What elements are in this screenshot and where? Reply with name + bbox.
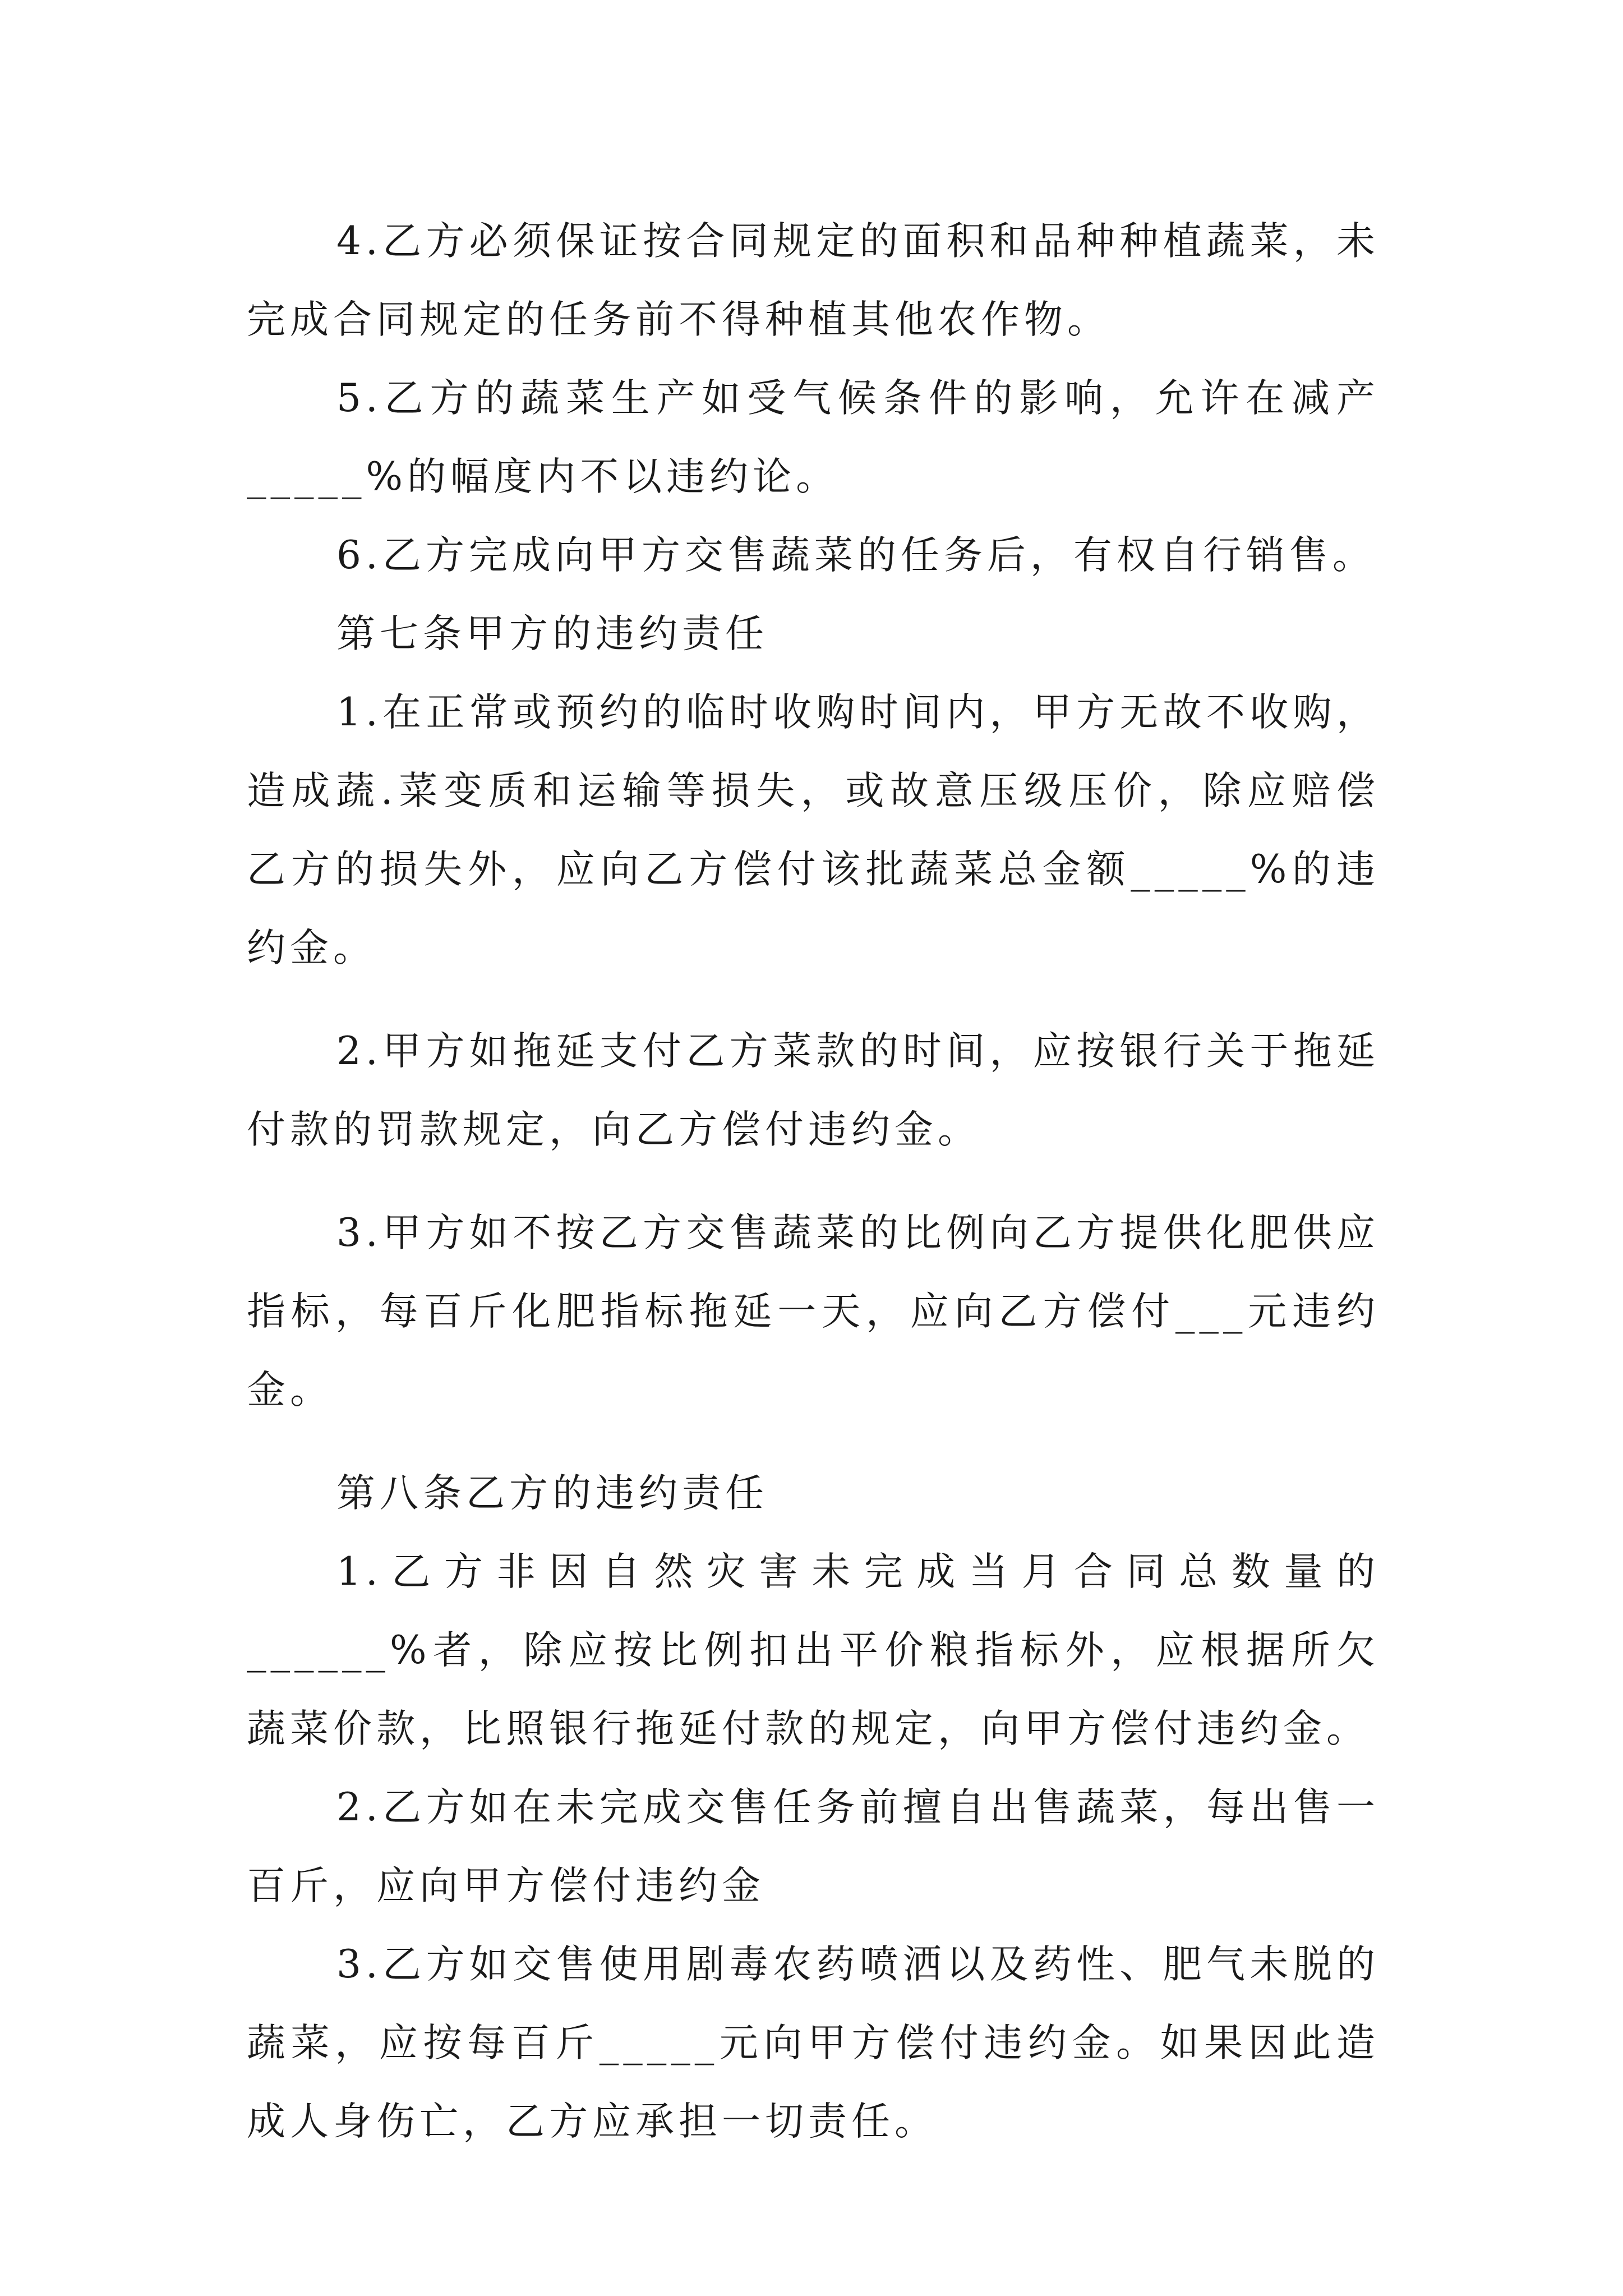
article-8-heading: 第八条乙方的违约责任 (336, 1471, 768, 1516)
article-7-item-1: 1.在正常或预约的临时收购时间内，甲方无故不收购，造成蔬.菜变质和运输等损失，或故意压级压价，除应赔偿乙方的损失外，应向乙方偿付该批蔬菜总金额_____%的违约金。 (247, 690, 1380, 970)
article-7-item-2: 2.甲方如拖延支付乙方菜款的时间，应按银行关于拖延付款的罚款规定，向乙方偿付违约金。 (247, 1029, 1380, 1152)
clause-6-item-5: 5.乙方的蔬菜生产如受气候条件的影响，允许在减产_____%的幅度内不以违约论。 (247, 376, 1380, 499)
clause-6-item-4: 4.乙方必须保证按合同规定的面积和品种种植蔬菜，未完成合同规定的任务前不得种植其他农作物。 (247, 219, 1380, 342)
article-7-heading: 第七条甲方的违约责任 (336, 611, 768, 656)
article-7-item-3: 3.甲方如不按乙方交售蔬菜的比例向乙方提供化肥供应指标，每百斤化肥指标拖延一天，应向乙方偿付___元违约金。 (247, 1211, 1380, 1412)
article-8-item-1: 1.乙方非因自然灾害未完成当月合同总数量的______%者，除应按比例扣出平价粮指标外，应根据所欠蔬菜价款，比照银行拖延付款的规定，向甲方偿付违约金。 (247, 1549, 1380, 1751)
article-8-item-2: 2.乙方如在未完成交售任务前擅自出售蔬菜，每出售一百斤，应向甲方偿付违约金 (247, 1785, 1380, 1908)
clause-6-item-6: 6.乙方完成向甲方交售蔬菜的任务后，有权自行销售。 (336, 533, 1376, 578)
article-8-item-3: 3.乙方如交售使用剧毒农药喷洒以及药性、肥气未脱的蔬菜，应按每百斤_____元向甲方偿付违约金。如果因此造成人身伤亡，乙方应承担一切责任。 (247, 1942, 1380, 2144)
document-body (247, 202, 1380, 2161)
